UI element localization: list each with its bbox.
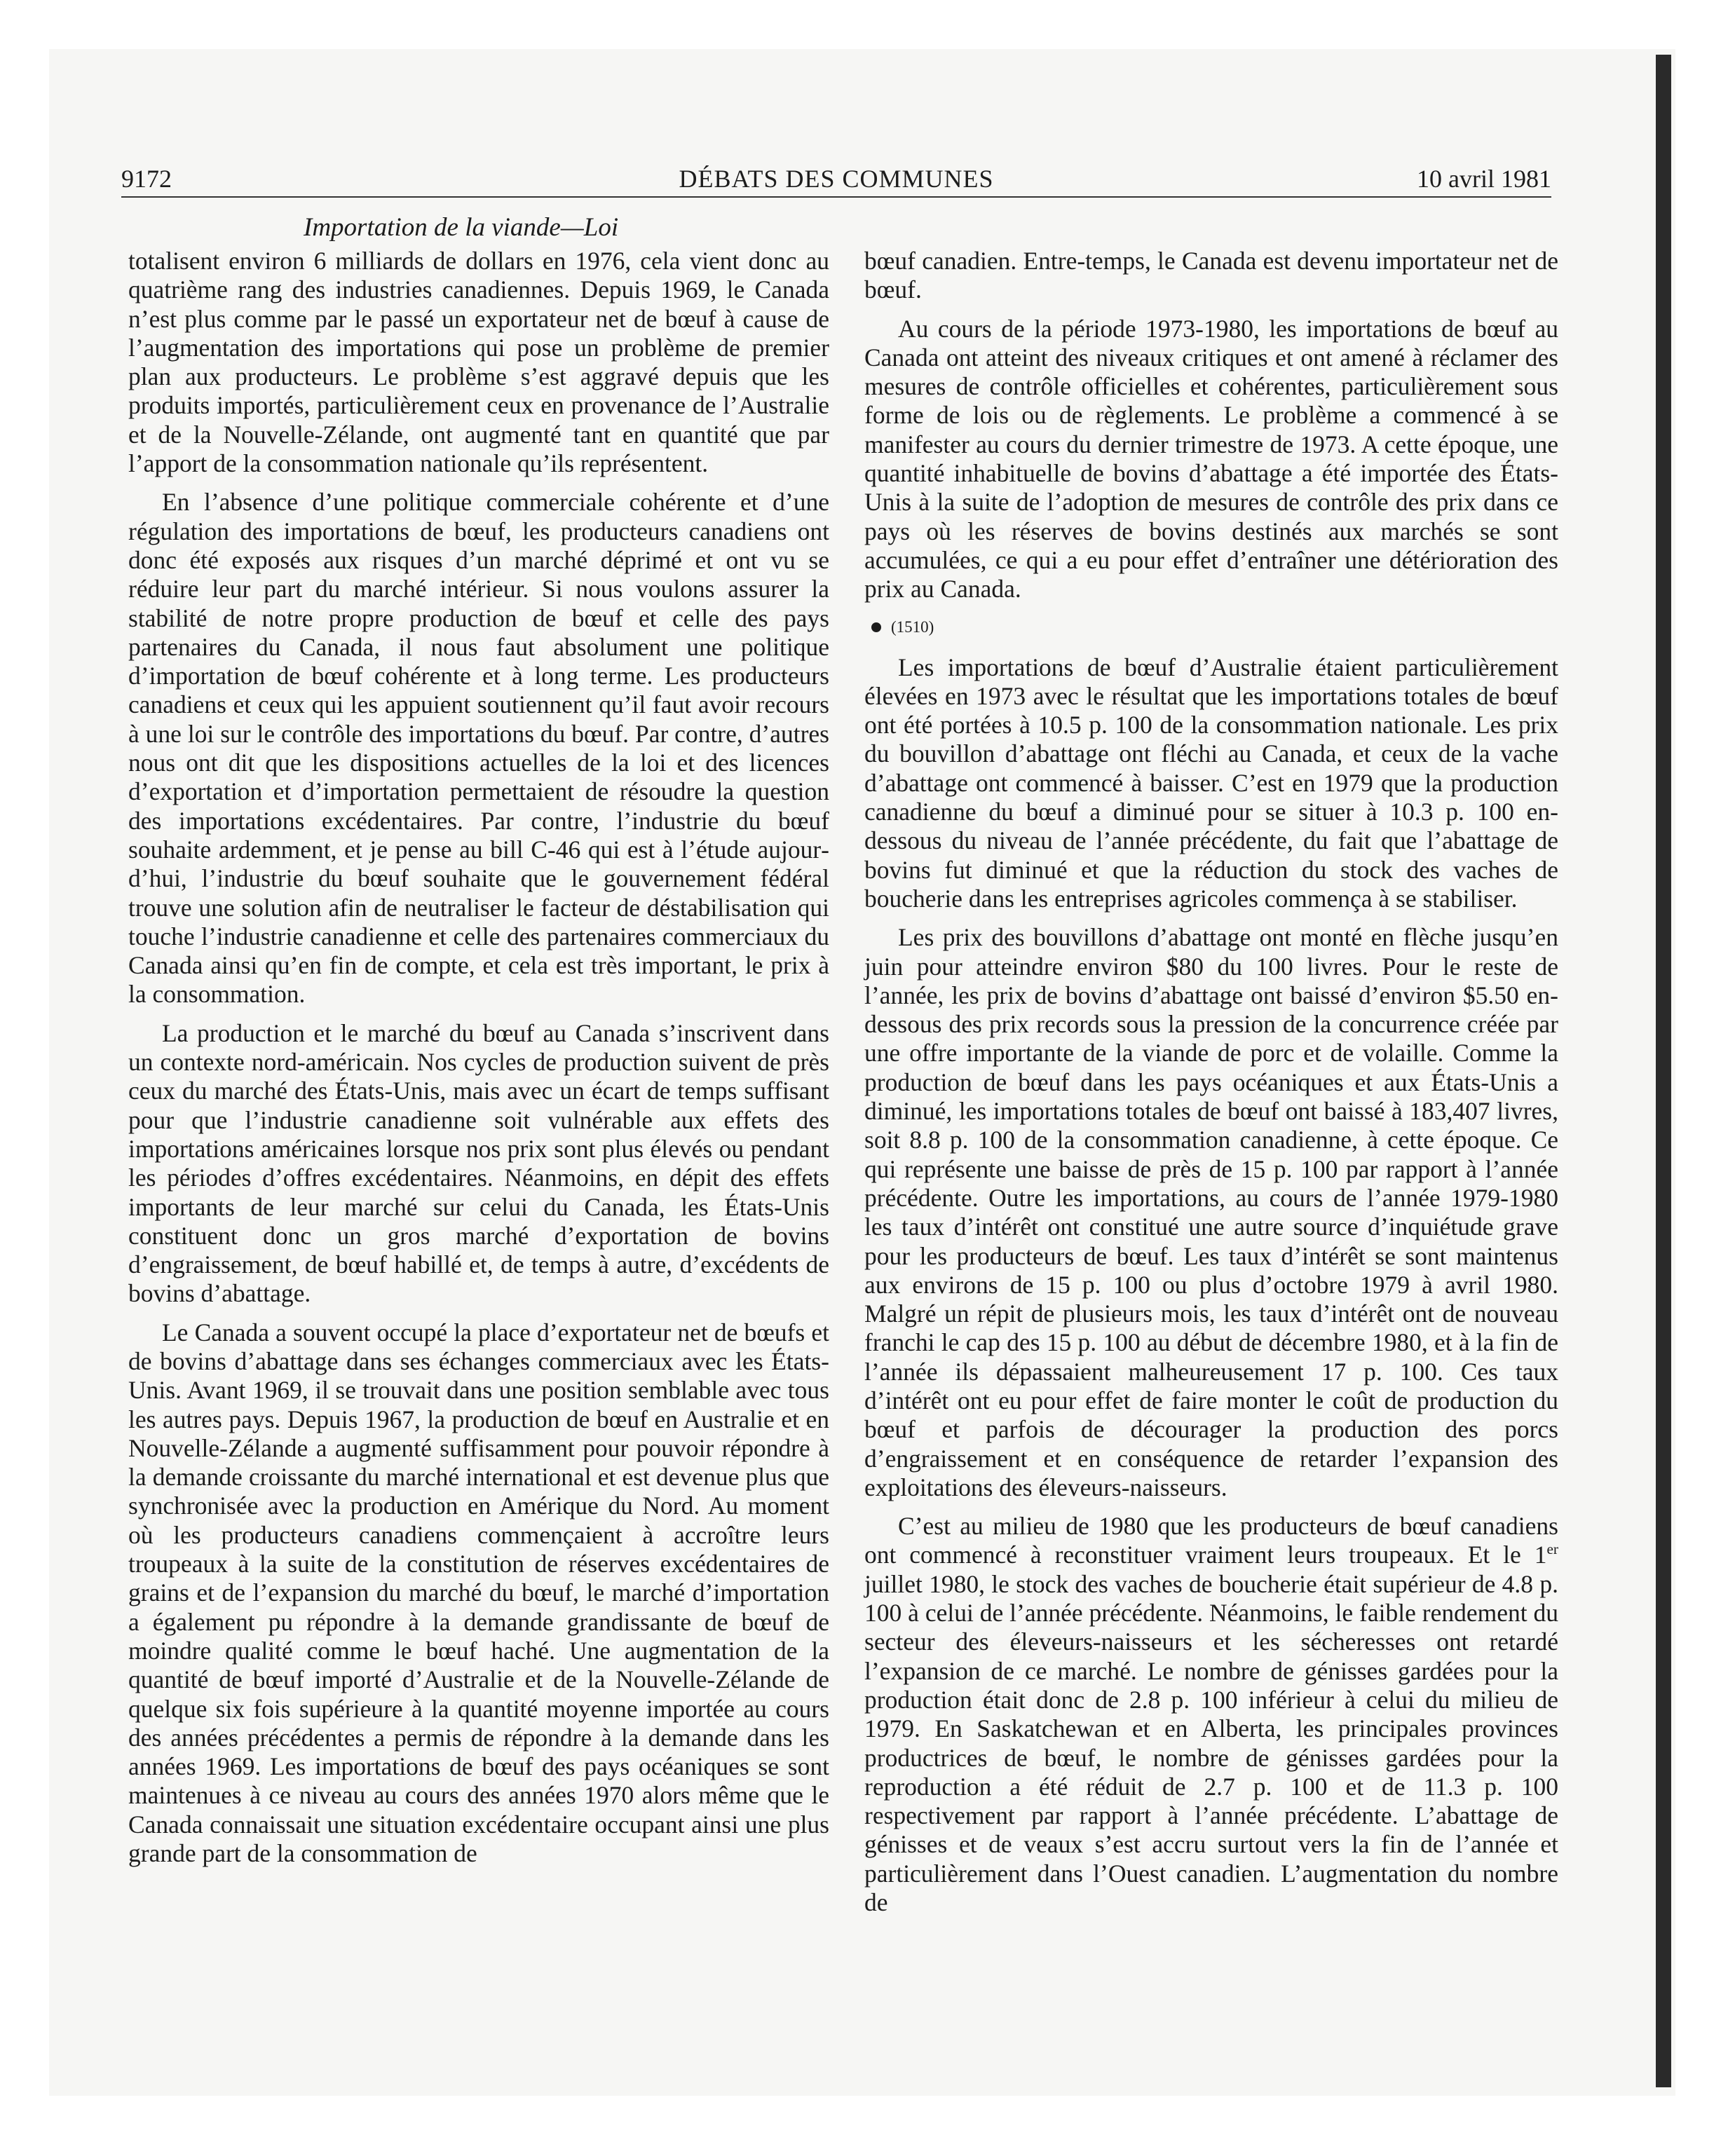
paragraph: En l’absence d’une politique commerciale cohérente et d’une régulation des importations de bœuf, les producteurs canadiens ont donc été exposés aux risques d’un marché déprimé et ont vu se réduire leur part du marché intérieur. Si nous voulons assurer la stabilité de notre propre production de bœuf et celle des pays partenaires du Canada, il nous faut absolument une politique d’importation de bœuf cohérente et à long terme. Les producteurs canadiens et ceux qui les appuient soutiennent qu’il faut avoir recours à une loi sur le contrôle des importations du bœuf. Par contre, d’autres nous ont dit que les dispositions actuelles de la loi et des licences d’exportation et d’importation permettaient de résoudre la question des importations excédentaires. Par contre, l’industrie du bœuf souhaite ardemment, et je pense au bill C-46 qui est à l’étude aujourd’hui, l’industrie du bœuf souhaite que le gouvernement fédéral trouve une solution afin de neutraliser le facteur de déstabilisation qui touche l’industrie canadienne et celle des partenaires commerciaux du Canada ainsi qu’en fin de compte, et cela est très important, le prix à la consommation. (128, 488, 829, 1009)
running-head: Importation de la viande—Loi (304, 213, 619, 242)
paragraph: Le Canada a souvent occupé la place d’exportateur net de bœufs et de bovins d’abattage dans ses échanges commerciaux avec les États-Unis. Avant 1969, il se trouvait dans une position semblable avec tous les autres pays. Depuis 1967, la production de bœuf en Australie et en Nouvelle-Zélande a augmenté suffisamment pour pouvoir répondre à la demande croissante du marché international et est devenue plus que synchronisée avec la production en Amérique du Nord. Au moment où les producteurs canadiens commençaient à accroître leurs troupeaux à la suite de la constitution de réserves excédentaires de grains et de l’expansion du marché du bœuf, le marché d’importation a également pu répondre à la demande grandissante de bœuf de moindre qualité comme le bœuf haché. Une augmentation de la quantité de bœuf importé d’Australie et de la Nouvelle-Zélande de quelque six fois supérieure à la quantité moyenne importée au cours des années précédentes a permis de répondre à la demande dans les années 1969. Les importations de bœuf des pays océaniques se sont maintenues à ce niveau au cours des années 1970 alors même que le Canada connaissait une situation excédentaire occupant ainsi une plus grande part de la consommation de (128, 1318, 829, 1868)
paragraph: Les importations de bœuf d’Australie étaient particulièrement élevées en 1973 avec le résultat que les importations totales de bœuf ont été portées à 10.5 p. 100 de la consommation nationale. Les prix du bouvillon d’abattage ont fléchi au Canada, et ceux de la vache d’abattage ont commencé à baisser. C’est en 1979 que la production canadienne du bœuf a diminué pour se situer à 10.3 p. 100 en-dessous du niveau de l’année précédente, du fait que l’abattage de bovins fut diminué et que la réduction du stock des vaches de boucherie dans les entreprises agricoles commença à se stabiliser. (864, 653, 1558, 913)
paragraph: bœuf canadien. Entre-temps, le Canada est devenu importateur net de bœuf. (864, 247, 1558, 304)
paragraph: La production et le marché du bœuf au Canada s’inscrivent dans un contexte nord-américain. Nos cycles de production suivent de près ceux du marché des États-Unis, mais avec un écart de temps suffisant pour que l’industrie canadienne soit vulnérable aux effets des importations américaines lorsque nos prix sont plus élevés ou pendant les périodes d’offres excédentaires. Néanmoins, en dépit des effets importants de leur marché sur celui du Canada, les États-Unis constituent donc un gros marché d’exportation de bovins d’engraissement, de bœuf habillé et, de temps à autre, d’excédents de bovins d’abattage. (128, 1018, 829, 1308)
paragraph-text: juillet 1980, le stock des vaches de boucherie était supérieur de 4.8 p. 100 à celui de l’année précédente. Néanmoins, le faible rendement du secteur des éleveurs-naisseurs et les sécheresses ont retardé l’expansion de ce marché. Le nombre de génisses gardées pour la production était donc de 2.8 p. 100 inférieur à celui du milieu de 1979. En Saskatchewan et en Alberta, les principales provinces productrices de bœuf, le nombre de génisses gardées pour la reproduction a été réduit de 2.7 p. 100 et de 11.3 p. 100 respectivement par rapport à l’année précédente. L’abattage de génisses et de veaux s’est accru surtout vers la fin de l’année et particulièrement dans l’Ouest canadien. L’augmentation du nombre de (864, 1569, 1558, 1917)
page-date: 10 avril 1981 (1417, 165, 1551, 193)
publication-title: DÉBATS DES COMMUNES (679, 165, 994, 193)
left-column (128, 247, 829, 1878)
ordinal-suffix: er (1546, 1541, 1558, 1558)
bullet-icon (871, 622, 881, 632)
paragraph: Au cours de la période 1973-1980, les importations de bœuf au Canada ont atteint des niveaux critiques et ont amené à réclamer des mesures de contrôle officielles et cohérentes, particulièrement sous forme de lois ou de règlements. Le problème a commencé à se manifester au cours du dernier trimestre de 1973. A cette époque, une quantité inhabituelle de bovins d’abattage a été importée des États-Unis à la suite de l’adoption de mesures de contrôle des prix dans ce pays où les réserves de bovins destinés aux marchés se sont accumulées, ce qui a eu pour effet d’entraîner une détérioration des prix au Canada. (864, 314, 1558, 603)
paragraph-text: C’est au milieu de 1980 que les producteurs de bœuf canadiens ont commencé à reconstituer vraiment leurs troupeaux. Et le 1 (864, 1512, 1558, 1569)
page-header (121, 163, 1551, 195)
right-column (864, 247, 1558, 1927)
page-number: 9172 (121, 165, 172, 193)
time-marker-label: (1510) (891, 618, 934, 636)
time-marker (871, 617, 1558, 638)
paragraph: Les prix des bouvillons d’abattage ont monté en flèche jusqu’en juin pour atteindre environ $80 du 100 livres. Pour le reste de l’année, les prix de bovins d’abattage ont baissé d’environ $5.50 en-dessous des prix records sous la pression de la concurrence créée par une offre importante de la viande de porc et de volaille. Comme la production de bœuf dans les pays océaniques et aux États-Unis a diminué, les importations totales de bœuf ont baissé à 183,407 livres, soit 8.8 p. 100 de la consommation canadienne, à cette époque. Ce qui représente une baisse de près de 15 p. 100 par rapport à l’année précédente. Outre les importations, au cours de l’année 1979-1980 les taux d’intérêt ont constitué une autre source d’inquiétude grave pour les producteurs de bœuf. Les taux d’intérêt se sont maintenus aux environs de 15 p. 100 ou plus d’octobre 1979 à avril 1980. Malgré un répit de plusieurs mois, les taux d’intérêt ont de nouveau franchi le cap des 15 p. 100 au début de décembre 1980, et à la fin de l’année ils dépassaient malheureusement 17 p. 100. Ces taux d’intérêt ont eu pour effet de faire monter le coût de production du bœuf et parfois de décourager la production des porcs d’engraissement et en conséquence de retarder l’expansion des exploitations des éleveurs-naisseurs. (864, 923, 1558, 1501)
paragraph: totalisent environ 6 milliards de dollars en 1976, cela vient donc au quatrième rang des industries canadiennes. Depuis 1969, le Canada n’est plus comme par le passé un exportateur net de bœuf à cause de l’augmentation des importations qui pose un problème de premier plan aux producteurs. Le problème s’est aggravé depuis que les produits importés, particulièrement ceux en provenance de l’Australie et de la Nouvelle-Zélande, ont augmenté tant en quantité que par l’apport de la consommation nationale qu’ils représentent. (128, 247, 829, 478)
paragraph (864, 1512, 1558, 1917)
header-rule (121, 196, 1551, 198)
scan-edge-bar (1656, 55, 1671, 2087)
